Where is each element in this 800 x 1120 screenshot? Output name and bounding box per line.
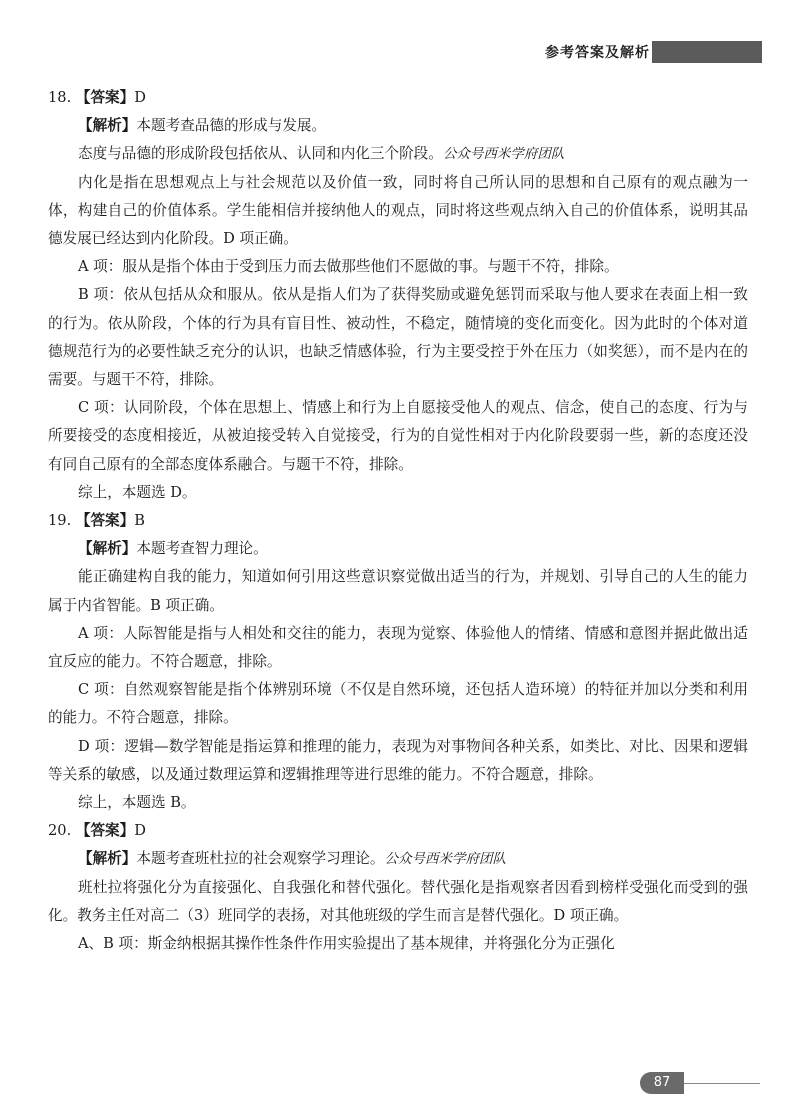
q18-option-b: B 项：依从包括从众和服从。依从是指人们为了获得奖励或避免惩罚而采取与他人要求在表面上相一致的行为。依从阶段，个体的行为具有盲目性、被动性，不稳定，随情境的变化而变化。因为此时的个体对道德规范行为的必要性缺乏充分的认识，也缺乏情感体验，行为主要受控于外在压力（如奖惩），而不是内在的需要。与题干不符，排除。 — [48, 286, 748, 389]
q18-answer: D — [134, 89, 146, 106]
q19-option-d: D 项：逻辑—数学智能是指运算和推理的能力，表现为对事物间各种关系，如类比、对比、因果和逻辑等关系的敏感，以及通过数理运算和逻辑推理等进行思维的能力。不符合题意，排除。 — [48, 737, 748, 783]
q18-analysis-label: 【解析】 — [78, 117, 137, 135]
q18-analysis — [48, 112, 748, 140]
q20-answer-line — [48, 817, 748, 845]
q19-answer-line — [48, 507, 748, 535]
q20-analysis-text: 本题考查班杜拉的社会观察学习理论。 — [136, 850, 385, 868]
q19-summary: 综上，本题选 B。 — [78, 794, 196, 812]
q18-option-c: C 项：认同阶段，个体在思想上、情感上和行为上自愿接受他人的观点、信念，使自己的态度、行为与所要接受的态度相接近，从被迫接受转入自觉接受，行为的自觉性相对于内化阶段要弱一些，新的态度还没有同自己原有的全部态度体系融合。与题干不符，排除。 — [48, 399, 748, 473]
page-footer — [0, 1072, 800, 1096]
header-bar — [652, 41, 762, 63]
q19-analysis-text: 本题考查智力理论。 — [136, 540, 268, 558]
q18-analysis-text: 本题考查品德的形成与发展。 — [136, 117, 327, 135]
answer-content — [48, 84, 748, 958]
q19-answer-label: 【答案】 — [75, 512, 135, 530]
q20-watermark: 公众号西米学府团队 — [384, 851, 506, 868]
q20-option-ab: A、B 项：斯金纳根据其操作性条件作用实验提出了基本规律，并将强化分为正强化 — [78, 935, 615, 953]
q20-answer: D — [134, 822, 146, 840]
header-title: 参考答案及解析 — [545, 45, 650, 61]
q19-option-c: C 项：自然观察智能是指个体辨别环境（不仅是自然环境，还包括人造环境）的特征并加以分类和利用的能力。不符合题意，排除。 — [48, 681, 748, 727]
q19-paragraph-1: 能正确建构自我的能力，知道如何引用这些意识察觉做出适当的行为，并规划、引导自己的人生的能力属于内省智能。B 项正确。 — [48, 568, 748, 614]
q20-analysis — [48, 845, 748, 873]
q18-option-a: A 项：服从是指个体由于受到压力而去做那些他们不愿做的事。与题干不符，排除。 — [78, 258, 619, 276]
q20-answer-label: 【答案】 — [75, 822, 135, 840]
page-header — [0, 38, 800, 68]
q18-answer-label: 【答案】 — [75, 89, 135, 106]
q19-analysis-label: 【解析】 — [78, 540, 137, 558]
q18-paragraph-1: 态度与品德的形成阶段包括依从、认同和内化三个阶段。公众号西米学府团队 — [78, 145, 565, 163]
q18-answer-line — [48, 84, 748, 112]
q20-number: 20. — [48, 822, 72, 840]
q18-summary: 综上，本题选 D。 — [78, 483, 197, 501]
q18-paragraph-2: 内化是指在思想观点上与社会规范以及价值一致，同时将自己所认同的思想和自己原有的观点融为一体，构建自己的价值体系。学生能相信并接纳他人的观点，同时将这些观点纳入自己的价值体系，说明其品德发展已经达到内化阶段。D 项正确。 — [48, 173, 748, 248]
q19-answer: B — [134, 512, 145, 530]
q20-paragraph-1: 班杜拉将强化分为直接强化、自我强化和替代强化。替代强化是指观察者因看到榜样受强化而受到的强化。教务主任对高二（3）班同学的表扬，对其他班级的学生而言是替代强化。D 项正确。 — [48, 878, 748, 924]
q19-number: 19. — [48, 512, 72, 530]
page-number: 87 — [640, 1072, 684, 1094]
q19-analysis — [48, 535, 748, 563]
q19-option-a: A 项：人际智能是指与人相处和交往的能力，表现为觉察、体验他人的情绪、情感和意图并据此做出适宜反应的能力。不符合题意，排除。 — [48, 624, 748, 671]
q18-number: 18. — [48, 89, 72, 106]
footer-rule — [684, 1083, 760, 1084]
q20-analysis-label: 【解析】 — [78, 850, 137, 868]
q18-watermark: 公众号西米学府团队 — [442, 146, 565, 163]
